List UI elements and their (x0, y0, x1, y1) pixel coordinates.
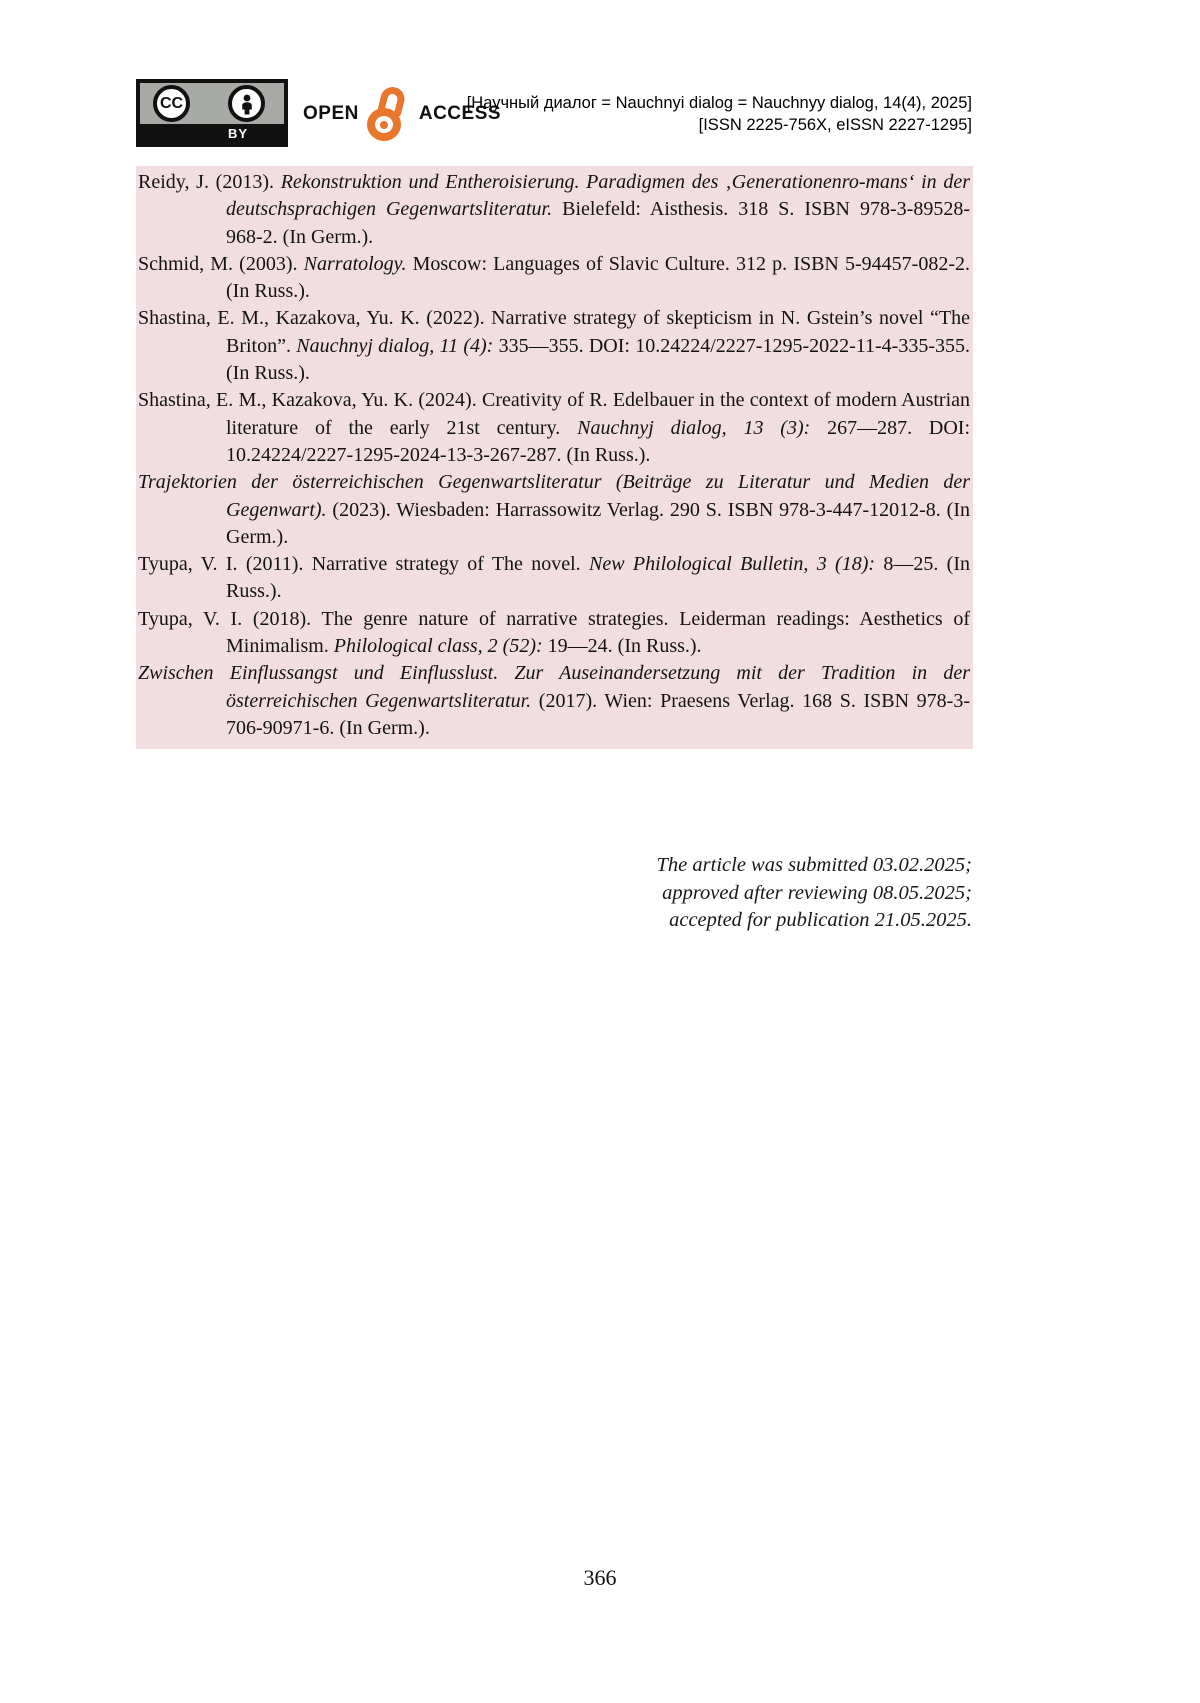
reference-item: Trajektorien der österreichischen Gegenwartsliteratur (Beiträge zu Literatur und Medien der Gegenwart). (2023). Wiesbaden: Harrassowitz Verlag. 290 S. ISBN 978-3-447-12012-8. (In Germ.). (138, 471, 970, 548)
cc-by-label: BY (227, 126, 248, 141)
reference-item: Reidy, J. (2013). Rekonstruktion und Entheroisierung. Paradigmen des ‚Generationenro-mans‘ in der deutschsprachigen Gegenwartsliteratur. Bielefeld: Aisthesis. 318 S. ISBN 978-3-89528-968-2. (In Germ.). (138, 171, 970, 248)
journal-title-line: [Научный диалог = Nauchnyi dialog = Nauchnyy dialog, 14(4), 2025] (466, 94, 972, 112)
lock-keyhole-dot (380, 121, 388, 129)
open-lock-icon (366, 87, 412, 141)
attribution-person-icon (228, 85, 265, 122)
cc-by-license-badge (136, 79, 288, 147)
cc-badge-top (140, 83, 284, 124)
reference-item: Zwischen Einflussangst und Einflusslust. Zur Auseinandersetzung mit der Tradition in der österreichischen Gegenwartsliteratur. (2017). Wien: Praesens Verlag. 168 S. ISBN 978-3-706-90971-6. (In Germ.). (138, 662, 970, 739)
issn-line: [ISSN 2225-756X, eISSN 2227-1295] (698, 116, 972, 134)
cc-icon-label: CC (159, 94, 184, 112)
cc-by-strip (140, 124, 284, 143)
journal-header (467, 92, 972, 136)
reference-item: Shastina, E. M., Kazakova, Yu. K. (2024). Creativity of R. Edelbauer in the context of modern Austrian literature of the early 21st century. Nauchnyj dialog, 13 (3): 267—287. DOI: 10.24224/2227-1295-2024-13-3-267-287. (In Russ.). (138, 389, 970, 466)
page-number: 366 (583, 1565, 617, 1590)
submitted-line: The article was submitted 03.02.2025; (656, 854, 972, 876)
approved-line: approved after reviewing 08.05.2025; (662, 881, 972, 904)
reference-item: Schmid, M. (2003). Narratology. Moscow: Languages of Slavic Culture. 312 p. ISBN 5-94457-082-2. (In Russ.). (138, 252, 971, 303)
open-access-access-label: ACCESS (418, 103, 502, 124)
reference-item: Shastina, E. M., Kazakova, Yu. K. (2022). Narrative strategy of skepticism in N. Gstein’s novel “The Briton”. Nauchnyj dialog, 11 (4): 335—355. DOI: 10.24224/2227-1295-2022-11-4-335-355. (In Russ.). (138, 307, 970, 385)
reference-item: Tyupa, V. I. (2011). Narrative strategy of The novel. New Philological Bulletin, 3 (18): 8—25. (In Russ.). (138, 553, 970, 603)
references-list (136, 166, 973, 749)
submission-note (657, 852, 972, 935)
accepted-line: accepted for publication 21.05.2025. (669, 909, 972, 932)
open-access-open-label: OPEN (303, 103, 359, 124)
reference-item: Tyupa, V. I. (2018). The genre nature of narrative strategies. Leiderman readings: Aesthetics of Minimalism. Philological class, 2 (52): 19—24. (In Russ.). (138, 607, 970, 658)
cc-icon (153, 85, 190, 122)
